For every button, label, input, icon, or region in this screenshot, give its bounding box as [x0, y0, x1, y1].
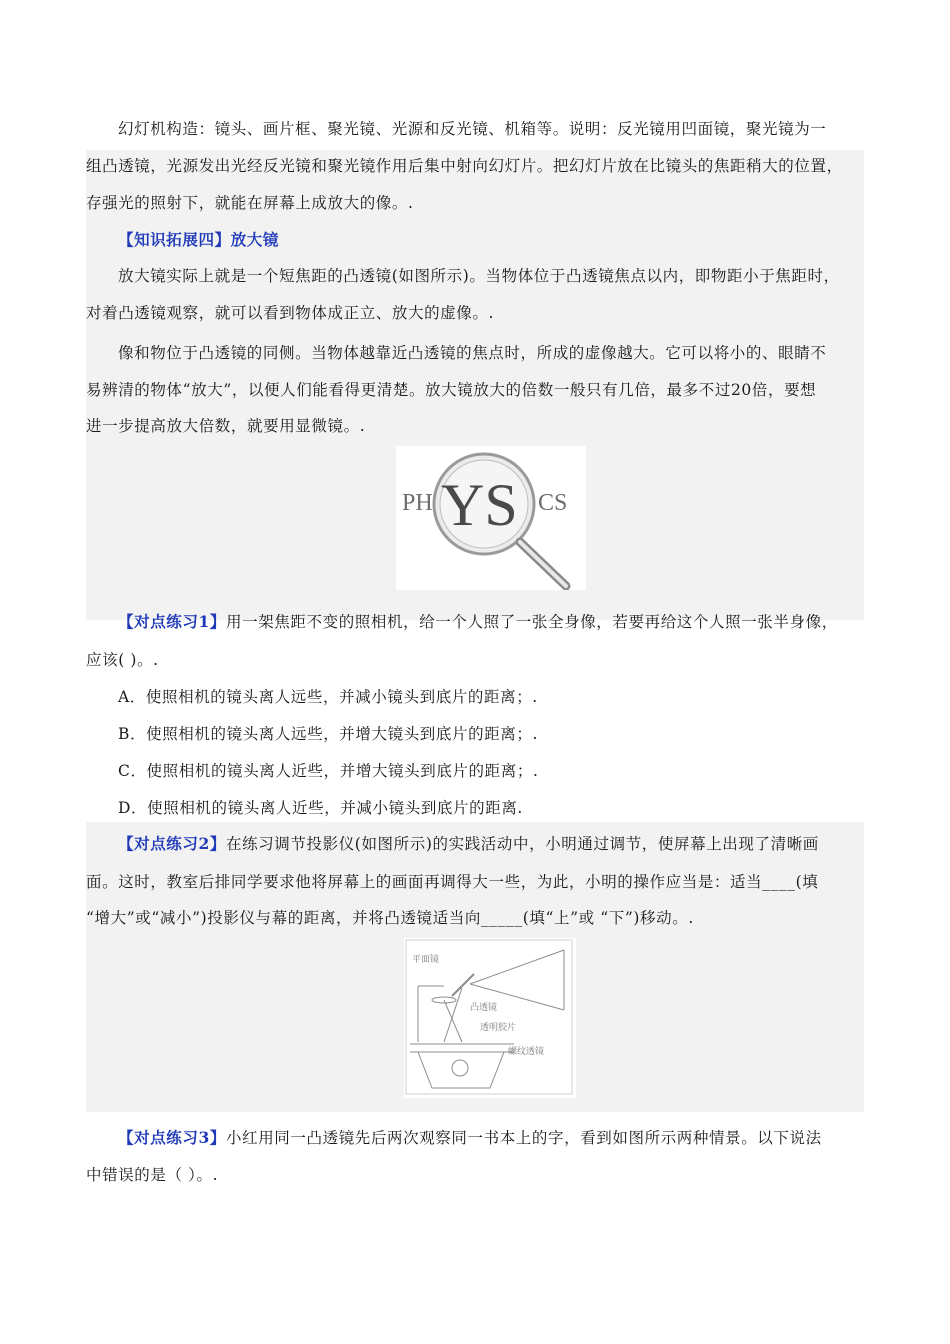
option-a: A．使照相机的镜头离人远些，并减小镜头到底片的距离；.: [118, 688, 538, 706]
figure-text-large: YS: [441, 472, 518, 538]
paragraph-line: 对着凸透镜观察，就可以看到物体成正立、放大的虚像。.: [86, 304, 495, 322]
label-film: 透明胶片: [480, 1023, 517, 1033]
paragraph-line: 进一步提高放大倍数，就要用显微镜。.: [86, 417, 366, 435]
paragraph-line: 像和物位于凸透镜的同侧。当物体越靠近凸透镜的焦点时，所成的虚像越大。它可以将小的、眼睛不: [118, 344, 827, 362]
exercise-question: [118, 611, 898, 633]
question-text: 应该( )。.: [86, 651, 159, 669]
question-text: 在练习调节投影仪(如图所示)的实践活动中，小明通过调节，使屏幕上出现了清晰画: [226, 835, 819, 853]
paragraph-line: 易辨清的物体“放大”，以便人们能看得更清楚。放大镜放大的倍数一般只有几倍，最多不过20倍，要想: [86, 381, 817, 399]
section-heading: 【知识拓展四】放大镜: [118, 230, 280, 249]
label-mirror: 平面镜: [412, 955, 440, 965]
projector-figure: [404, 938, 576, 1098]
question-text: 中错误的是（ ）。.: [86, 1166, 219, 1184]
option-d: D．使照相机的镜头离人近些，并减小镜头到底片的距离.: [118, 799, 523, 817]
projector-diagram: [404, 938, 576, 1098]
paragraph-line: 幻灯机构造：镜头、画片框、聚光镜、光源和反光镜、机箱等。说明：反光镜用凹面镜，聚光镜为一: [118, 120, 827, 138]
magnifier-illustration: [396, 446, 586, 590]
paragraph-line: 组凸透镜，光源发出光经反光镜和聚光镜作用后集中射向幻灯片。把幻灯片放在比镜头的焦距稍大的位置，: [86, 157, 843, 175]
label-lens: 凸透镜: [470, 1003, 498, 1013]
paragraph-line: 放大镜实际上就是一个短焦距的凸透镜(如图所示)。当物体位于凸透镜焦点以内，即物距小于焦距时，: [118, 267, 840, 285]
exercise-question: [118, 833, 898, 855]
exercise-tag: 【对点练习1】: [118, 612, 226, 631]
exercise-tag: 【对点练习3】: [118, 1128, 226, 1147]
question-text: “增大”或“减小”)投影仪与幕的距离，并将凸透镜适当向_____(填“上”或 “下”)移动。.: [86, 909, 694, 927]
exercise-question: [118, 1127, 898, 1149]
question-text: 用一架焦距不变的照相机，给一个人照了一张全身像，若要再给这个人照一张半身像，: [226, 613, 838, 631]
question-text: 面。这时，教室后排同学要求他将屏幕上的画面再调得大一些，为此，小明的操作应当是：适当____(填: [86, 873, 819, 891]
figure-text-left: PH: [402, 490, 433, 516]
label-fresnel-lens: 螺纹透镜: [508, 1047, 545, 1057]
question-text: 小红用同一凸透镜先后两次观察同一书本上的字，看到如图所示两种情景。以下说法: [226, 1129, 822, 1147]
figure-text-right: CS: [538, 490, 568, 516]
paragraph-line: 存强光的照射下，就能在屏幕上成放大的像。.: [86, 194, 414, 212]
option-b: B．使照相机的镜头离人远些，并增大镜头到底片的距离；.: [118, 725, 539, 743]
magnifier-figure: [396, 446, 586, 590]
exercise-tag: 【对点练习2】: [118, 834, 226, 853]
option-c: C．使照相机的镜头离人近些，并增大镜头到底片的距离；.: [118, 762, 539, 780]
